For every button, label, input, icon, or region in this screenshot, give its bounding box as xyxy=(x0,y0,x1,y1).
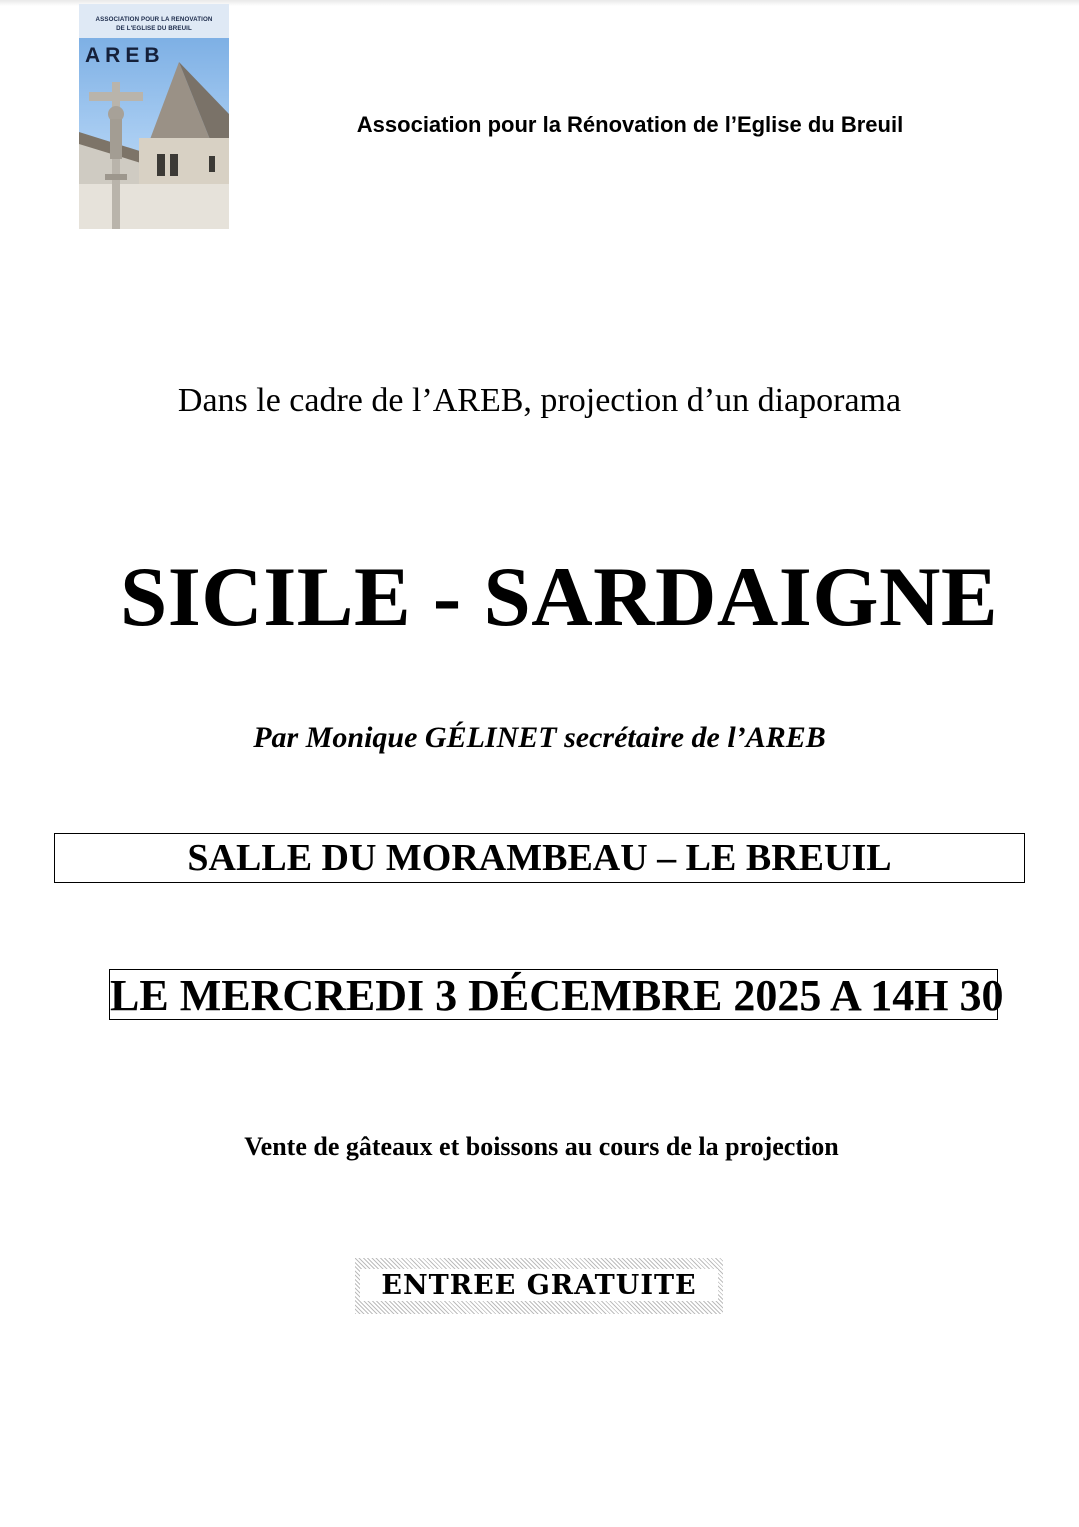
church-photo xyxy=(79,4,229,229)
date-box: LE MERCREDI 3 DÉCEMBRE 2025 A 14H 30 xyxy=(110,971,1004,1020)
refreshments-note: Vente de gâteaux et boissons au cours de la projection xyxy=(244,1132,839,1161)
association-name: Association pour la Rénovation de l’Eglise du Breuil xyxy=(356,112,904,137)
areb-logo xyxy=(79,4,229,229)
logo-text-line-1: ASSOCIATION POUR LA RENOVATION xyxy=(95,16,213,23)
logo-acronym: AREB xyxy=(85,44,165,67)
intro-text: Dans le cadre de l’AREB, projection d’un diaporama xyxy=(177,382,902,419)
admission-box xyxy=(355,1258,723,1314)
venue-box: SALLE DU MORAMBEAU – LE BREUIL xyxy=(54,833,1025,883)
event-title: SICILE - SARDAIGNE xyxy=(119,550,999,644)
admission-text: ENTREE GRATUITE xyxy=(360,1269,718,1301)
logo-text-line-2: DE L'EGLISE DU BREUIL xyxy=(116,25,192,32)
presenter-byline: Par Monique GÉLINET secrétaire de l’AREB xyxy=(253,721,826,754)
